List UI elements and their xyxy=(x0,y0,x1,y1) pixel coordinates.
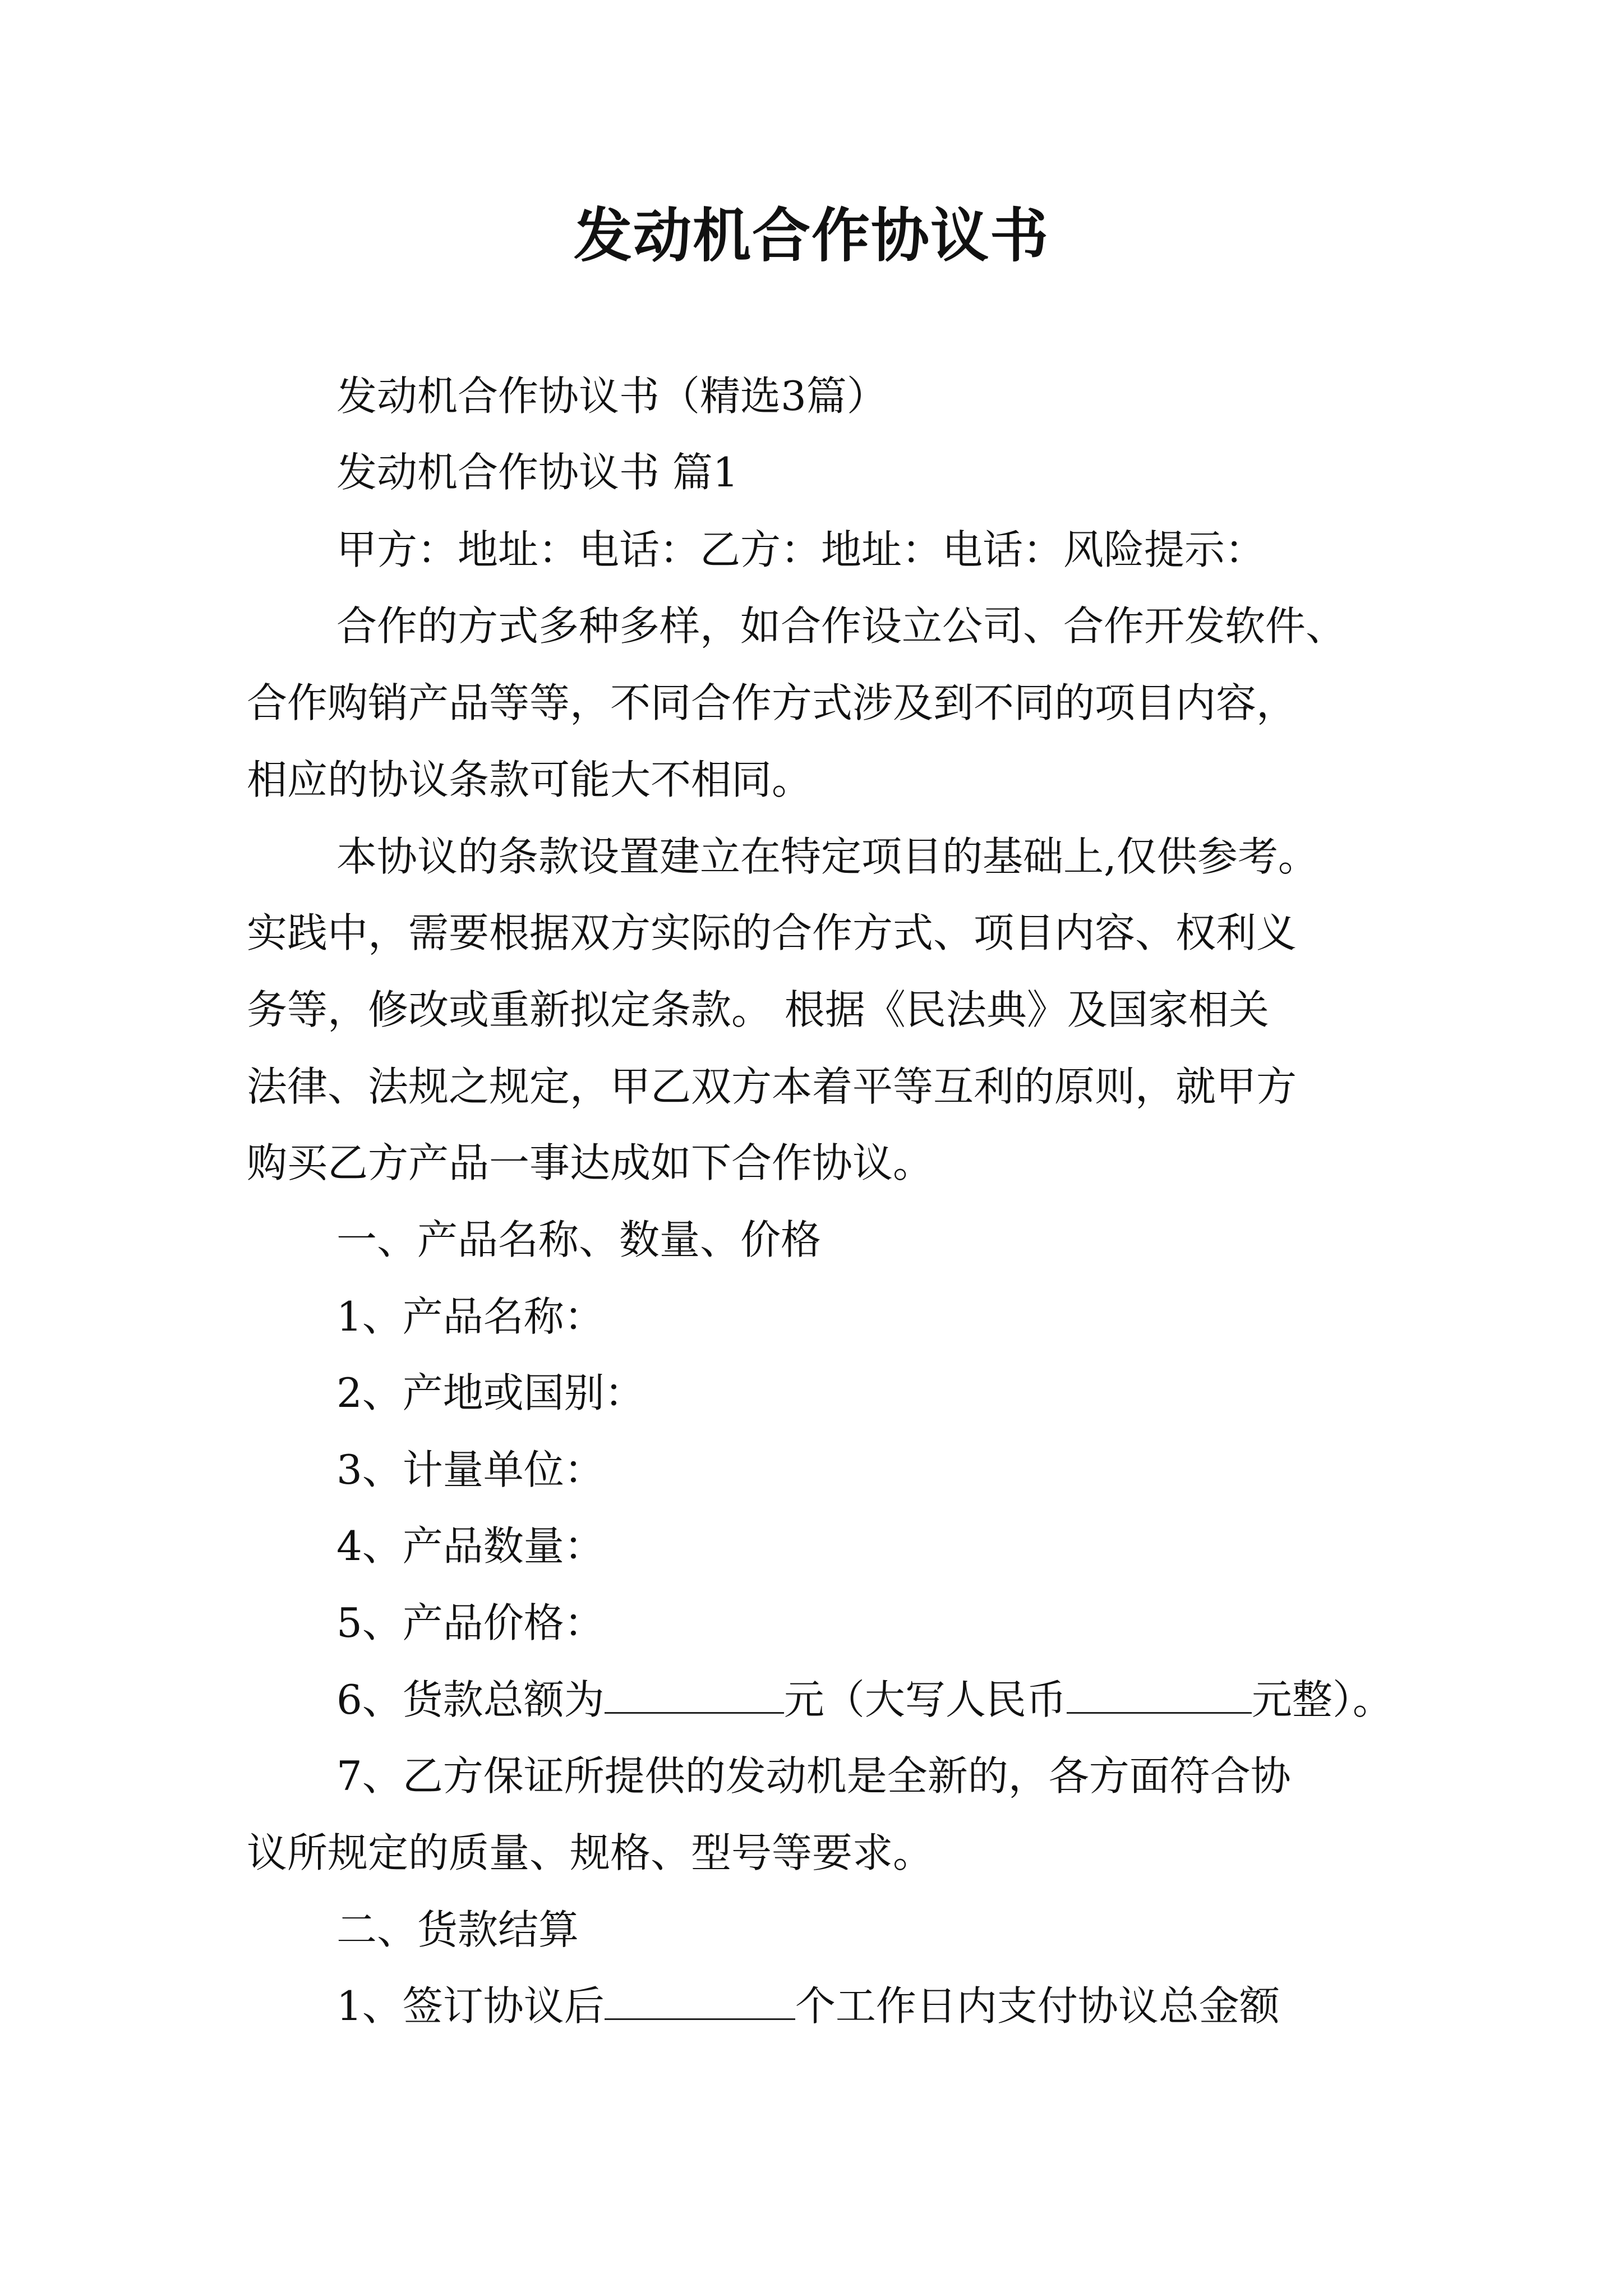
paragraph-line: 本协议的条款设置建立在特定项目的基础上,仅供参考。 xyxy=(336,833,1318,880)
section-2-heading: 二、货款结算 xyxy=(336,1906,579,1953)
payment-total-prefix: 6、货款总额为 xyxy=(336,1676,605,1723)
list-item: 3、计量单位： xyxy=(336,1446,605,1493)
paragraph-line: 合作的方式多种多样，如合作设立公司、合作开发软件、 xyxy=(336,602,1347,650)
paragraph-line: 相应的协议条款可能大不相同。 xyxy=(247,756,813,803)
paragraph-line: 议所规定的质量、规格、型号等要求。 xyxy=(247,1829,934,1876)
paragraph-line: 务等，修改或重新拟定条款。 根据《民法典》及国家相关 xyxy=(247,986,1269,1033)
amount-in-words-blank-field[interactable] xyxy=(1067,1676,1252,1714)
parties-line: 甲方：地址：电话：乙方：地址：电话：风险提示： xyxy=(336,526,1266,573)
section-heading: 发动机合作协议书 篇1 xyxy=(336,449,739,496)
subtitle: 发动机合作协议书（精选3篇） xyxy=(336,372,887,420)
paragraph-line: 实践中，需要根据双方实际的合作方式、项目内容、权利义 xyxy=(247,909,1297,956)
list-item-payment-terms xyxy=(336,1979,1280,2033)
payment-terms-prefix: 1、签订协议后 xyxy=(336,1982,605,2030)
payment-total-suffix: 元整）。 xyxy=(1251,1676,1393,1723)
list-item: 5、产品价格： xyxy=(336,1599,605,1646)
document-title: 发动机合作协议书 xyxy=(573,201,1049,270)
paragraph-line: 合作购销产品等等，不同合作方式涉及到不同的项目内容， xyxy=(247,679,1297,726)
list-item: 1、产品名称： xyxy=(336,1293,605,1340)
paragraph-line: 7、乙方保证所提供的发动机是全新的，各方面符合协 xyxy=(336,1752,1291,1800)
paragraph-line: 法律、法规之规定，甲乙双方本着平等互利的原则，就甲方 xyxy=(247,1063,1297,1110)
list-item-payment-total xyxy=(336,1673,1393,1727)
section-1-heading: 一、产品名称、数量、价格 xyxy=(336,1216,822,1263)
days-blank-field[interactable] xyxy=(605,1982,795,2020)
list-item: 4、产品数量： xyxy=(336,1522,605,1570)
paragraph-line: 购买乙方产品一事达成如下合作协议。 xyxy=(247,1139,934,1186)
amount-blank-field[interactable] xyxy=(605,1676,784,1714)
payment-total-middle: 元（大写人民币 xyxy=(783,1676,1067,1723)
payment-terms-suffix: 个工作日内支付协议总金额 xyxy=(795,1982,1280,2030)
list-item: 2、产地或国别： xyxy=(336,1369,645,1416)
